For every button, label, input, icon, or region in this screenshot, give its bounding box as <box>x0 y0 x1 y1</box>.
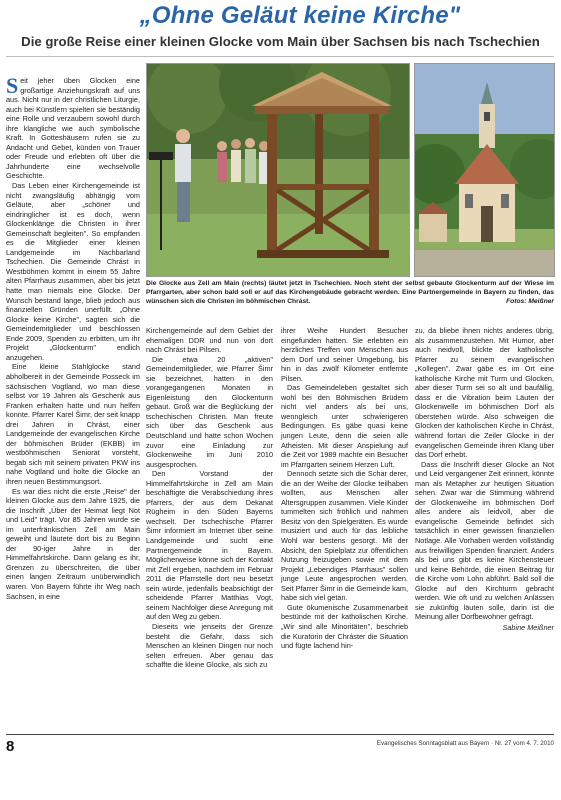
article-column-4 <box>415 326 554 633</box>
publication-line: Evangelisches Sonntagsblatt aus Bayern · Nr. 27 vom 4. 7. 2010 <box>376 740 554 747</box>
column-4-paragraph-1: zu, da bliebe ihnen nichts anderes übrig, als zusammenzustehen. Mit Humor, aber auch neidvoll, blickte der katholische Pfarrer zu seinem evangelischen „Kollegen". Zwar gäbe es im Ort eine katholische Kirche mit Turm und Glocken, aber dieser Turm sei so alt und baufällig, dass er die Vibration beim Läuten der Glockenwelle im böhmischen Dorf als überstehen würde. Also schweigen die Glocken der katholischen Kirche in Chrást, während fortan die Zeiler Glocke in der evangelischen Gemeinde ihren Klang über das Dorf erhebt. <box>415 326 554 460</box>
column-2-paragraph-2: Die etwa 20 „aktiven" Gemeindemitglieder, wie Pfarrer Šimr sie bezeichnet, hatten in den vorangegangenen Monaten in Eigenleistung den Glockenturm gebaut. Groß war die Beglückung der tschechischen Christen. Man freute sich über das Geschenk aus Deutschland und hatte schon Wochen zuvor eine Einladung zur Glockenweihe im Juni 2010 ausgesprochen. <box>146 354 273 469</box>
page-number: 8 <box>6 738 15 755</box>
caption-text: Die Glocke aus Zell am Main (rechts) läutet jetzt in Tschechien. Noch steht der selbst gebaute Glockenturm auf der Wiese im Pfarrgarten, aber schon bald soll er auf das Kirchengebäude gebracht werden. Eine Partnergemeinde in Bayern zu finden, das wünschen sich die Christen im böhmischen Chrást. <box>146 280 554 305</box>
article-subheadline: Die große Reise einer kleinen Glocke vom Main über Sachsen bis nach Tschechien <box>21 34 540 49</box>
article-column-3 <box>281 326 408 651</box>
photo-credit: Fotos: Meißner <box>506 298 554 305</box>
photo-caption <box>146 279 554 306</box>
author-signature: Sabine Meißner <box>502 622 554 632</box>
column-2-paragraph-4: Dieseits wie jenseits der Grenze besteht die Gefahr, dass sich Menschen an kleinen Dingen nur noch selten erfreuen. Aber genau das schaffte die kleine Glocke, als sich zu <box>146 621 273 670</box>
column-3-paragraph-1: ihrer Weihe Hundert Besucher eingefunden hatten. Sie erlebten ein herzliches Treffen von Menschen aus dem Dorf und seiner Umgebung, bis hin in das zwölf Kilometer entfernte Pilsen. <box>281 326 408 383</box>
column-3-paragraph-3: Dennoch setzte sich die Schar derer, die an der Weihe der Glocke teilhaben wollten, aus Menschen aller Altersgruppen zusammen. Viele Kinder tummelten sich fröhlich und nahmen Besitz von den Spielgeräten. Es wurde musiziert und auch für das leibliche Wohl war bestens gesorgt. Mit der Absicht, den Spielplatz zur öffentlichen Nutzung freizugeben sowie mit dem Projekt „Lebendiges Pfarrhaus" sollen junge Leute angesprochen werden. Seit Pfarrer Šimr in die Gemeinde kam, habe sich viel getan. <box>281 469 408 603</box>
drop-cap: S <box>6 73 19 98</box>
column-1-paragraph-1: Seit jeher üben Glocken eine großartige Anziehungskraft auf uns aus. Nicht nur in der christlichen Liturgie, auch bei Künstlern spielten sie beständig eine Rolle und verzaubern sowohl durch ihre klangliche wie auch symbolische Kraft. In Gotteshäusern rufen sie zu Andacht und Gebet, künden von Trauer oder Freude und erlebten oft über die Jahrhunderte eine wechselvolle Geschichte. <box>6 73 140 181</box>
footer-divider <box>6 734 554 735</box>
article-headline: „Ohne Geläut keine Kirche" <box>139 2 461 29</box>
column-2-paragraph-3: Den Vorstand der Himmelfahrtskirche in Zell am Main beschäftigte die Verabschiedung ihres Pfarrers, der aus dem Dekanat Rügheim in den Süden Bayerns wechselt. Der tschechische Pfarrer Šimr informiert im Internet über seine Landgemeinde und sucht eine Partnergemeinde in Bayern. Möglicherweise könne sich der Kontakt mit Zell ergeben, nachdem im Februar 2011 die Pfarrstelle dort neu besetzt sein würde, jedenfalls beabsichtigt der scheidende Pfarrer Matthias Vogt, seinem Nachfolger diese Anregung mit auf den Weg zu geben. <box>146 469 273 622</box>
church-photo <box>414 63 555 277</box>
column-3-paragraph-4: Gute ökumenische Zusammenarbeit bestünde mit der katholischen Kirche. „Wir sind alle Minoritäten", beschrieb die Kuratorin der Chráster die Situation und fügte lachend hin- <box>281 602 408 651</box>
top-divider <box>6 56 554 57</box>
bell-tower-photo <box>146 63 410 277</box>
column-1-paragraph-3: Eine kleine Stahlglocke stand abholbereit in der Gemeinde Posseck im sächsischen Vogtland, wo man diese selbst vor 19 Jahren als Geschenk aus Franken erhalten hatte und nun helfen konnte. Pfarrer Karel Šimr, der seit knapp drei Jahren in Chrást, einer Landgemeinde der evangelischen Kirche der böhmischen Brüder (EKBB) im westböhmischen Seniorat vorsteht, begab sich mit seinem privaten PKW ins nahe Vogtland und holte die Glocke an ihren neuen Bestimmungsort. <box>6 362 140 486</box>
article-column-2 <box>146 326 273 670</box>
column-1-paragraph-4: Es war dies nicht die erste „Reise" der kleinen Glocke aus dem Jahre 1925, die die Inschrift „Über der Heimat liegt Not und Leid" trägt. Vor 85 Jahren wurde sie im unterfränkischen Zell am Main geweiht und läutete dort bis zu Beginn der 90-iger Jahre in der Himmelfahrtskirche. Dann gelang es ihr, Grenzen zu überschreiten, die über einen langen Zeitraum unüberwindlich waren. Von Bayern führte ihr Weg nach Sachsen, in eine <box>6 486 140 601</box>
column-4-paragraph-2: Dass die Inschrift dieser Glocke an Not und Leid vergangener Zeit erinnert, könnte man als Metapher zur heutigen Situation sehen. Zwar war die Stimmung während der Glockenweihe im böhmischen Dorf alles andere als leidvoll, aber die evangelische Gemeinde befindet sich tatsächlich in einer gewissen finanziellen Notlage. Alle Vorhaben werden vollständig aus freiwilligen Spenden finanziert. Anders als bei uns gibt es keine Kirchensteuer und keine Behörde, die einen Beitrag für die Kirche vom Lohn abführt. Bald soll die Glocke auf den Kirchturm gebracht werden. Wie oft und zu welchen Anlässen sie zukünftig läuten solle, darin ist die Meinung aller Dorfbewohner gefragt. <box>415 459 554 622</box>
article-column-1 <box>6 73 140 601</box>
column-3-paragraph-2: Das Gemeindeleben gestaltet sich wohl bei den Böhmischen Brüdern nicht viel anders als bei uns, wenngleich unter schwierigeren Bedingungen. Es gäbe quasi keine jungen Leute, denn die seien alle Atheisten. Mit dieser Anspielung auf die Zeit vor 1989 machte ein Besucher im Pfarrgarten seinem Herzen Luft. <box>281 383 408 469</box>
column-2-paragraph-1: Kirchengemeinde auf dem Gebiet der ehemaligen DDR und nun von dort nach Chrást bei Pilsen. <box>146 326 273 355</box>
column-1-paragraph-2: Das Leben einer Kirchengemeinde ist nicht zwangsläufig abhängig vom Geläute, aber „schöner und eindringlicher ist es doch, wenn Glockenklänge die Christen in ihrer Gemeinschaft begleiten". So empfanden es die Mitglieder einer kleinen Landgemeinde im Nachbarland Tschechien. Die Gemeinde Chrást in Westböhmen kommt in einem 55 Jahre alten Pfarrhaus zusammen, aber bis jetzt hatte man niemals eine Glocke. Der Wunsch bestand lange, blieb jedoch aus finanziellen Gründen unerfüllt. „Ohne Glocke keine Kirche", sagten sich die Gemeindemitglieder und beschlossen Ende 2009, Spenden zu erbitten, um ihr Projekt „Glockenturm" endlich anzugehen. <box>6 181 140 362</box>
